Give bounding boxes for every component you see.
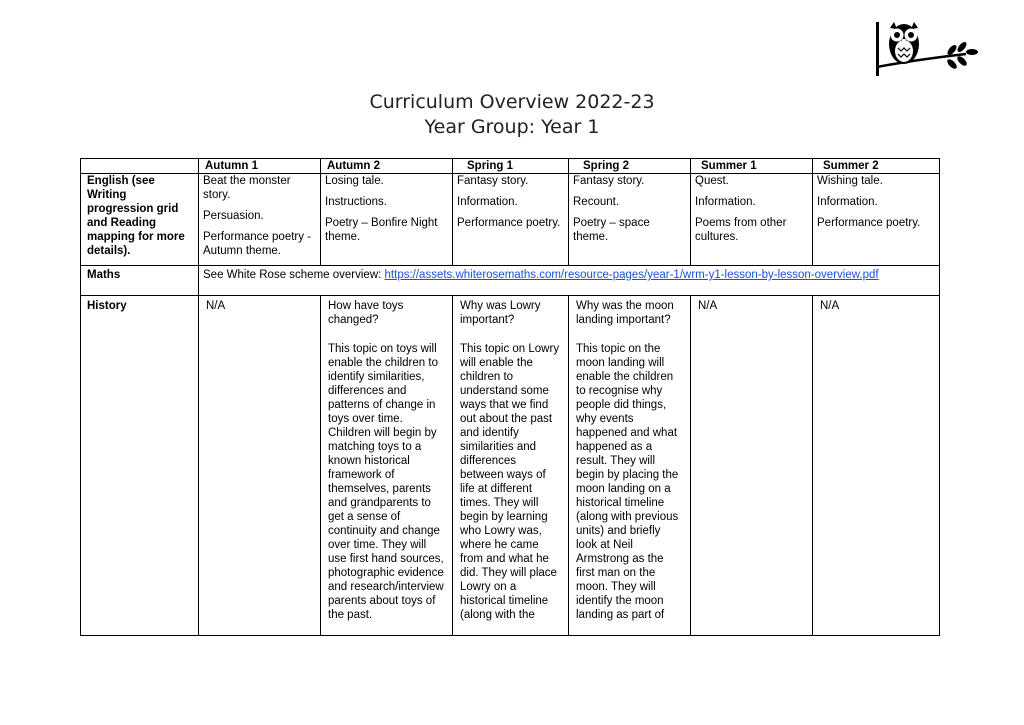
header-row [81, 159, 940, 174]
header-autumn-1: Autumn 1 [199, 159, 321, 174]
english-text: Persuasion. [203, 210, 264, 222]
history-autumn-2 [321, 296, 453, 636]
english-row [81, 174, 940, 266]
history-row-label: History [81, 296, 199, 636]
history-question: Why was the moon landing important? [576, 300, 674, 326]
header-summer-2: Summer 2 [813, 159, 940, 174]
english-text: Poems from other cultures. [695, 217, 787, 243]
history-summer-2 [813, 296, 940, 636]
english-text: Information. [695, 196, 756, 208]
english-spring-2 [569, 174, 691, 266]
english-text: Losing tale. [325, 175, 384, 187]
owl-on-branch-icon [874, 20, 984, 78]
history-spring-2 [569, 296, 691, 636]
english-summer-2 [813, 174, 940, 266]
english-text: Performance poetry. [457, 217, 561, 229]
maths-row-label: Maths [81, 266, 199, 296]
header-corner [81, 159, 199, 174]
english-autumn-2 [321, 174, 453, 266]
english-text: Recount. [573, 196, 620, 208]
white-rose-link[interactable]: https://assets.whiterosemaths.com/resource-pages/year-1/wrm-y1-lesson-by-lesson-overview.pdf [384, 269, 879, 281]
english-autumn-1 [199, 174, 321, 266]
history-spring-1 [453, 296, 569, 636]
english-text: Information. [457, 196, 518, 208]
header-summer-1: Summer 1 [691, 159, 813, 174]
english-text: Quest. [695, 175, 729, 187]
english-text: Fantasy story. [457, 175, 529, 187]
maths-overview-cell [199, 266, 940, 296]
header-spring-1: Spring 1 [453, 159, 569, 174]
history-question: N/A [820, 300, 840, 312]
maths-row [81, 266, 940, 296]
history-question: N/A [206, 300, 226, 312]
english-row-label: English (see Writing progression grid and Reading mapping for more details). [81, 174, 199, 266]
history-description: This topic on Lowry will enable the children to understand some ways that we find out about the past and identify similarities and differences between ways of life at different times. They will begin by learning who Lowry was, where he came from and what he did. They will place Lowry on a historical timeline (along with the [460, 343, 560, 621]
english-text: Beat the monster story. [203, 175, 291, 201]
english-text: Performance poetry. [817, 217, 921, 229]
history-description: This topic on toys will enable the children to identify similarities, differences and patterns of change in toys over time. Children will begin by matching toys to a known historical framework of themselves, parents and grandparents to get a sense of continuity and change over time. They will use first hand sources, photographic evidence and research/interview parents about toys of the past. [328, 343, 444, 621]
history-summer-1 [691, 296, 813, 636]
english-text: Poetry – Bonfire Night theme. [325, 217, 438, 243]
document-subtitle: Year Group: Year 1 [424, 116, 600, 138]
english-spring-1 [453, 174, 569, 266]
english-summer-1 [691, 174, 813, 266]
english-text: Information. [817, 196, 878, 208]
history-question: How have toys changed? [328, 300, 404, 326]
english-text: Poetry – space theme. [573, 217, 650, 243]
english-text: Wishing tale. [817, 175, 883, 187]
english-text: Fantasy story. [573, 175, 645, 187]
document-title-block [0, 90, 1024, 140]
english-text: Instructions. [325, 196, 387, 208]
history-question: N/A [698, 300, 718, 312]
curriculum-table [80, 158, 940, 636]
history-row [81, 296, 940, 636]
header-autumn-2: Autumn 2 [321, 159, 453, 174]
maths-overview-text: See White Rose scheme overview: [203, 269, 385, 281]
document-title: Curriculum Overview 2022-23 [369, 91, 655, 113]
header-spring-2: Spring 2 [569, 159, 691, 174]
english-text: Performance poetry - Autumn theme. [203, 231, 312, 257]
history-question: Why was Lowry important? [460, 300, 541, 326]
history-description: This topic on the moon landing will enable the children to recognise why people did things, why events happened and what happened as a result. They will begin by placing the moon landing on a historical timeline (along with previous units) and briefly look at Neil Armstrong as the first man on the moon. They will identify the moon landing as part of [576, 343, 679, 621]
history-autumn-1 [199, 296, 321, 636]
